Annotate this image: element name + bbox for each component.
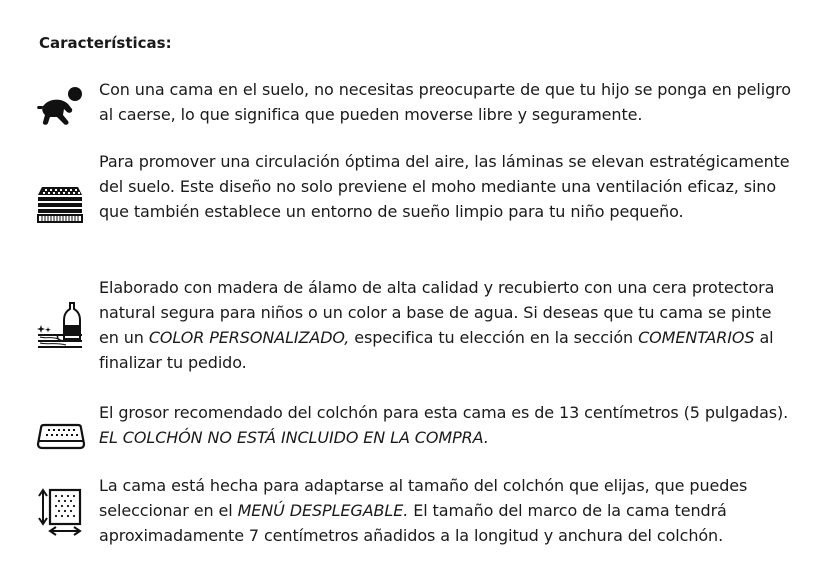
ventilated-slats-icon <box>36 185 86 229</box>
feature-text-segment: Para promover una circulación óptima del aire, las láminas se elevan estratégicamente del suelo. Este diseño no solo previene el moho mediante una ventilación eficaz, sino que también establece un entorno de sueño limpio para tu niño pequeño. <box>99 152 790 221</box>
section-heading: Características: <box>39 34 172 52</box>
feature-text-segment: Elaborado con madera de álamo de alta calidad y recubierto con una cera protectora natural segura para niños o un color a base de agua. Si deseas que tu cama se pinte en un <box>99 278 775 347</box>
feature-text <box>99 473 796 548</box>
feature-text-segment: especifica tu elección en la sección <box>349 328 639 347</box>
feature-text <box>99 275 796 375</box>
feature-text-emphasis-comments: COMENTARIOS <box>638 328 755 347</box>
feature-text-emphasis-dropdown-menu: MENÚ DESPLEGABLE. <box>237 501 409 520</box>
feature-item-ventilated-slats <box>36 149 796 224</box>
crawling-baby-icon <box>36 85 86 129</box>
feature-text-segment: El tamaño del marco de la cama tendrá aproximadamente 7 centímetros añadidos a la longitud y anchura del colchón. <box>99 501 727 545</box>
feature-text-segment: Con una cama en el suelo, no necesitas preocuparte de que tu hijo se ponga en peligro al caerse, lo que significa que pueden moverse libre y seguramente. <box>99 80 791 124</box>
mattress-icon <box>36 422 86 466</box>
feature-item-wood-finish <box>36 275 796 375</box>
feature-text <box>99 400 796 450</box>
mattress-size-dimensions-icon <box>36 487 86 531</box>
feature-text-emphasis-mattress-not-included: EL COLCHÓN NO ESTÁ INCLUIDO EN LA COMPRA. <box>99 428 489 447</box>
feature-text <box>99 149 796 224</box>
feature-text <box>99 77 796 127</box>
feature-item-mattress-size <box>36 473 796 548</box>
wood-finish-bottle-icon <box>36 301 86 345</box>
feature-text-segment: El grosor recomendado del colchón para esta cama es de 13 centímetros (5 pulgadas). <box>99 403 789 422</box>
feature-text-emphasis-custom-color: COLOR PERSONALIZADO, <box>148 328 350 347</box>
feature-text-segment: al finalizar tu pedido. <box>99 328 774 372</box>
feature-item-floor-bed-safety <box>36 77 796 127</box>
feature-item-mattress-thickness <box>36 400 796 450</box>
feature-text-segment: La cama está hecha para adaptarse al tamaño del colchón que elijas, que puedes seleccionar en el <box>99 476 748 520</box>
